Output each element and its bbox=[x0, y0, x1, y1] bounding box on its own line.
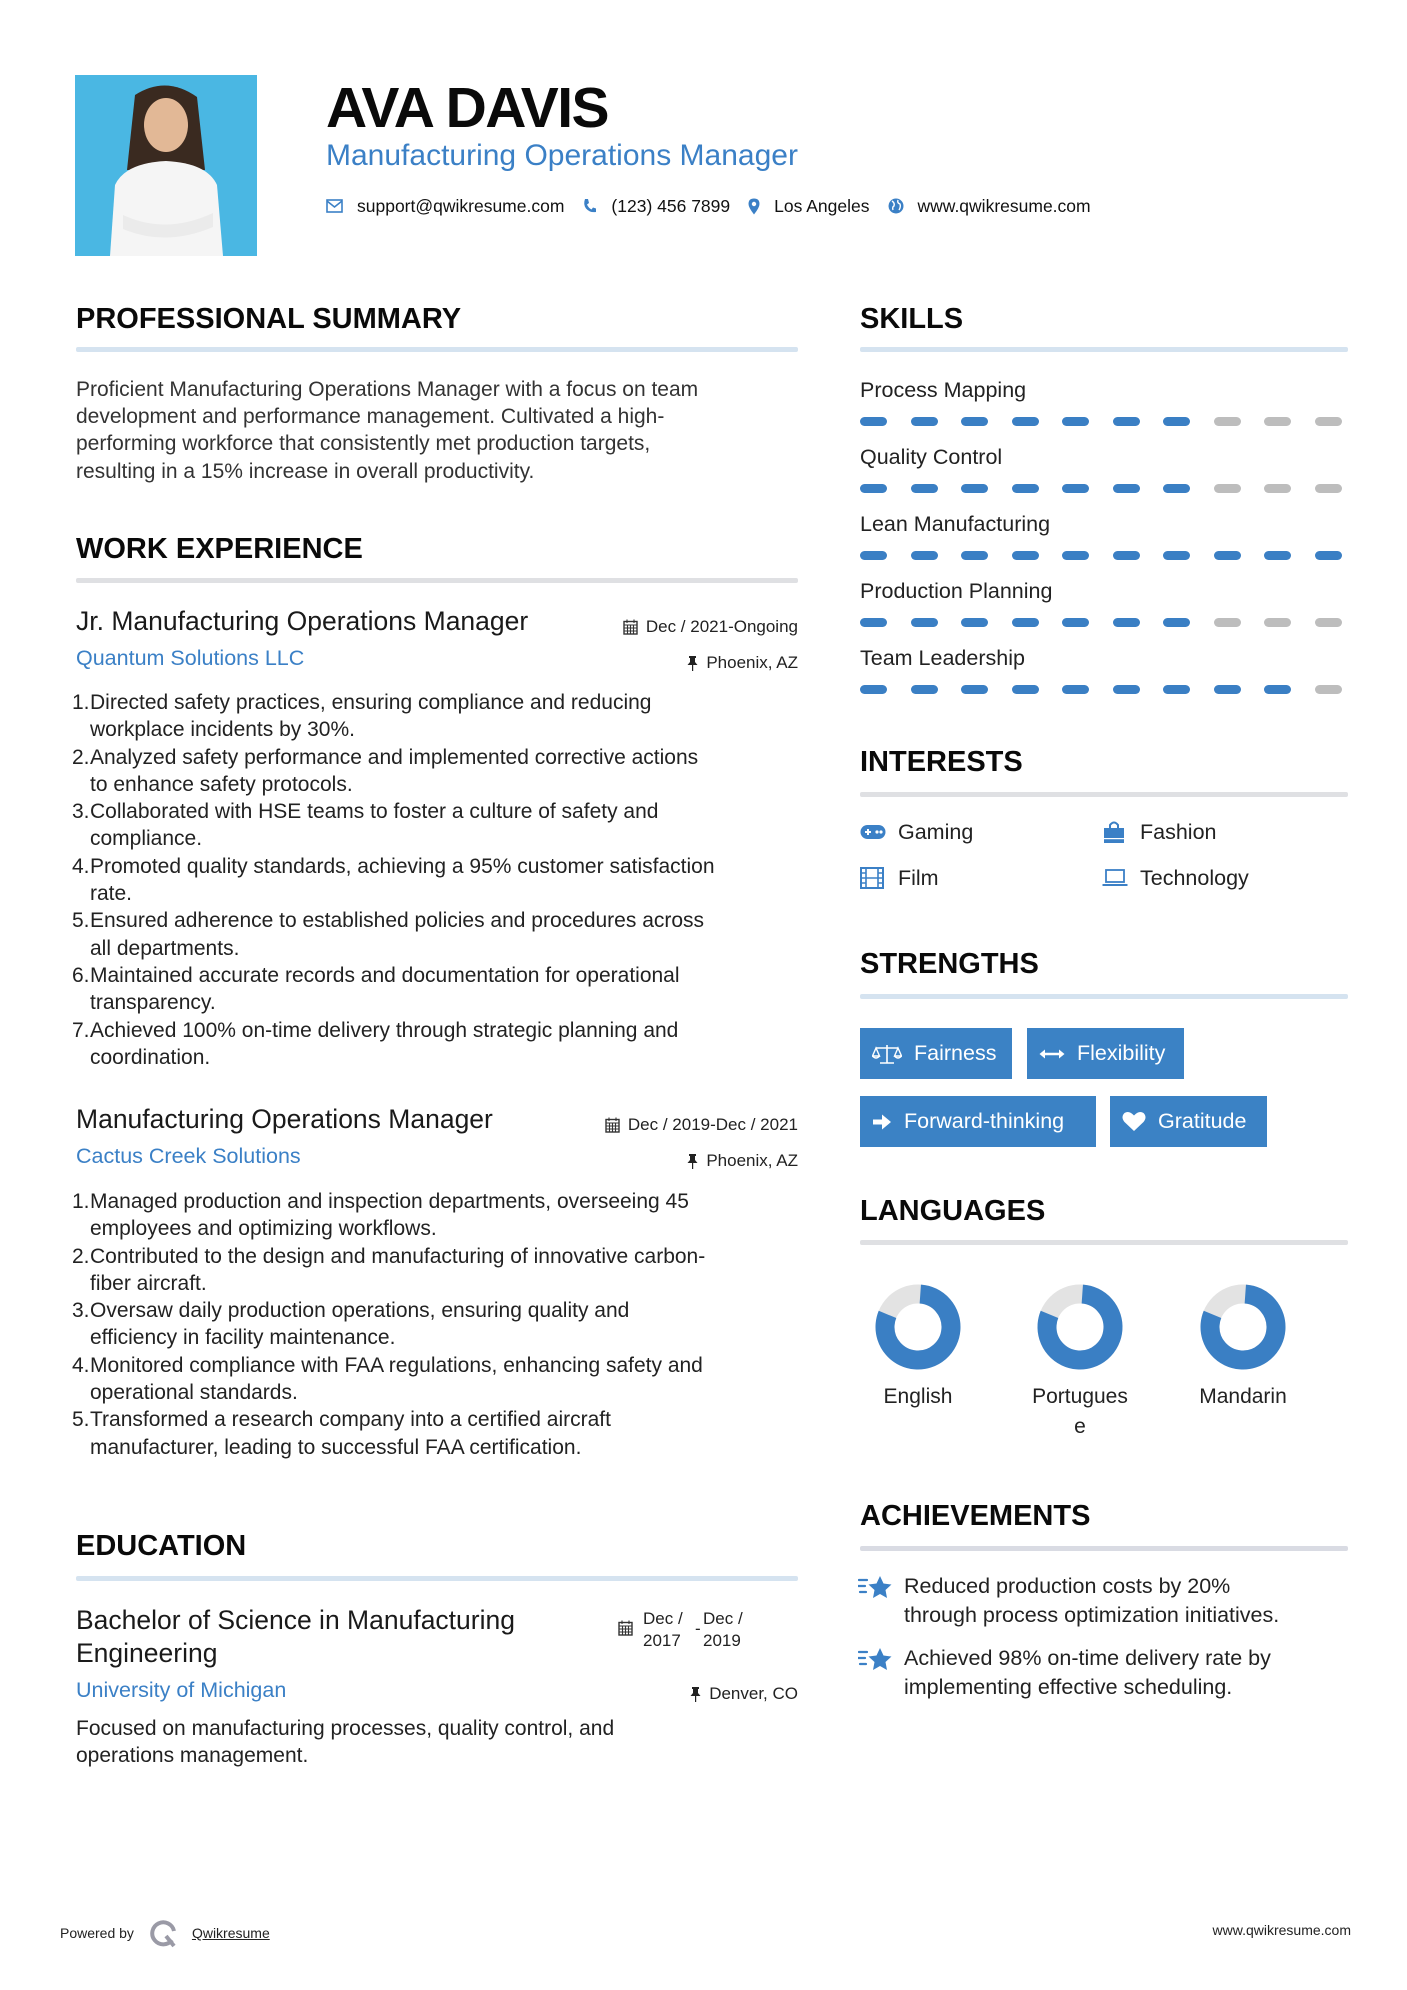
skill-segment bbox=[1113, 685, 1140, 694]
education-description: Focused on manufacturing processes, quality control, and operations management. bbox=[76, 1717, 615, 1768]
achievement-text: Reduced production costs by 20% through process optimization initiatives. bbox=[904, 1574, 1280, 1627]
skill-segment bbox=[1214, 484, 1241, 493]
skill-segment bbox=[1264, 685, 1291, 694]
degree-line: Bachelor of Science in Manufacturing bbox=[76, 1605, 515, 1635]
arrows-horizontal-icon bbox=[1039, 1048, 1065, 1060]
summary-line: resulting in a 15% increase in overall productivity. bbox=[76, 459, 535, 483]
education-start-date: Dec / 2017 bbox=[643, 1609, 683, 1650]
bullet-item: 4. Promoted quality standards, achieving a 95% customer satisfaction rate. bbox=[72, 854, 715, 906]
skill-segment bbox=[1214, 417, 1241, 426]
strengths-heading: STRENGTHS bbox=[860, 948, 1039, 980]
laptop-icon bbox=[1102, 869, 1128, 887]
powered-by-label: Powered by bbox=[60, 1925, 134, 1941]
balance-scale-icon bbox=[872, 1043, 902, 1065]
skill-segment bbox=[911, 551, 938, 560]
skill-segment bbox=[1113, 484, 1140, 493]
interest-label: Gaming bbox=[898, 820, 974, 844]
skill-segment bbox=[1012, 685, 1039, 694]
skill-segment bbox=[911, 417, 938, 426]
skill-level-bar bbox=[860, 685, 1342, 694]
achievement-text: Achieved 98% on-time delivery rate by implementing effective scheduling. bbox=[904, 1646, 1271, 1699]
languages-divider bbox=[860, 1240, 1348, 1245]
skill-segment bbox=[961, 618, 988, 627]
skill-segment bbox=[860, 618, 887, 627]
footer-url[interactable]: www.qwikresume.com bbox=[1212, 1922, 1351, 1938]
education-heading: EDUCATION bbox=[76, 1530, 247, 1562]
job-date bbox=[623, 616, 798, 638]
education-end-date: Dec / 2019 bbox=[703, 1609, 743, 1650]
skill-segment bbox=[1264, 618, 1291, 627]
skill-segment bbox=[1012, 484, 1039, 493]
job-bullets bbox=[72, 1188, 812, 1461]
qwikresume-link[interactable]: Qwikresume bbox=[191, 1925, 270, 1941]
job-date-text: Dec / 2021-Ongoing bbox=[645, 617, 798, 636]
thumbtack-icon bbox=[687, 655, 698, 671]
company-name: Cactus Creek Solutions bbox=[76, 1144, 301, 1168]
degree-line: Engineering bbox=[76, 1638, 218, 1668]
skill-segment bbox=[860, 417, 887, 426]
skills-list bbox=[860, 377, 1342, 712]
strength-badge-forward-thinking bbox=[860, 1096, 1096, 1147]
strength-label: Flexibility bbox=[1077, 1041, 1166, 1065]
achievements-divider bbox=[860, 1546, 1348, 1551]
bullet-item: 1. Managed production and inspection departments, overseeing 45 employees and optimizing workflows. bbox=[72, 1190, 689, 1241]
skill-name: Quality Control bbox=[860, 445, 1003, 469]
skill-segment bbox=[1113, 618, 1140, 627]
bullet-item: 3. Collaborated with HSE teams to foster a culture of safety and compliance. bbox=[72, 800, 659, 851]
skill-segment bbox=[1264, 551, 1291, 560]
skill-segment bbox=[1062, 618, 1089, 627]
language-label: Mandarin bbox=[1199, 1385, 1287, 1408]
heart-icon bbox=[1122, 1111, 1146, 1132]
skill-segment bbox=[1214, 685, 1241, 694]
skill-segment bbox=[1163, 484, 1190, 493]
languages-heading: LANGUAGES bbox=[860, 1195, 1046, 1227]
skill-segment bbox=[1062, 417, 1089, 426]
skill-name: Production Planning bbox=[860, 579, 1053, 603]
skill-segment bbox=[1315, 551, 1342, 560]
person-photo-icon bbox=[75, 75, 257, 256]
envelope-icon bbox=[326, 199, 343, 213]
skill-segment bbox=[911, 484, 938, 493]
job-bullets bbox=[72, 689, 812, 1071]
contact-email[interactable]: support@qwikresume.com bbox=[357, 195, 565, 216]
candidate-job-title: Manufacturing Operations Manager bbox=[326, 139, 798, 172]
skill-segment bbox=[1315, 417, 1342, 426]
job-date bbox=[605, 1114, 798, 1136]
calendar-icon bbox=[605, 1117, 620, 1133]
interest-item-film bbox=[860, 864, 939, 892]
skill-segment bbox=[1315, 484, 1342, 493]
profile-photo bbox=[75, 75, 257, 256]
skill-segment bbox=[961, 417, 988, 426]
skill-item bbox=[860, 511, 1342, 578]
film-icon bbox=[860, 867, 886, 889]
language-proficiency-donut bbox=[1200, 1284, 1286, 1370]
calendar-icon bbox=[618, 1620, 633, 1636]
bullet-item: 2. Contributed to the design and manufacturing of innovative carbon- fiber aircraft. bbox=[72, 1244, 706, 1295]
job-title: Jr. Manufacturing Operations Manager bbox=[76, 606, 529, 636]
skill-item bbox=[860, 444, 1342, 511]
skill-segment bbox=[860, 484, 887, 493]
skill-item bbox=[860, 645, 1342, 712]
skill-segment bbox=[1163, 551, 1190, 560]
interests-divider bbox=[860, 792, 1348, 797]
skill-segment bbox=[1163, 618, 1190, 627]
skill-level-bar bbox=[860, 417, 1342, 426]
skills-heading: SKILLS bbox=[860, 303, 964, 335]
achievement-item bbox=[858, 1572, 1279, 1629]
shooting-star-icon bbox=[858, 1572, 894, 1629]
education-location bbox=[690, 1683, 798, 1705]
interest-item-gaming bbox=[860, 818, 973, 846]
summary-line: development and performance management. Cultivated a high- bbox=[76, 405, 665, 429]
strength-label: Fairness bbox=[914, 1041, 997, 1065]
skill-segment bbox=[1264, 417, 1291, 426]
skill-segment bbox=[1012, 417, 1039, 426]
skill-segment bbox=[911, 618, 938, 627]
language-item-english bbox=[848, 1284, 988, 1412]
skill-segment bbox=[1062, 551, 1089, 560]
summary-line: Proficient Manufacturing Operations Manager with a focus on team bbox=[76, 378, 699, 401]
map-pin-icon bbox=[748, 198, 760, 215]
achievements-heading: ACHIEVEMENTS bbox=[860, 1500, 1091, 1532]
job-location-text: Phoenix, AZ bbox=[706, 653, 798, 672]
skill-segment bbox=[1012, 618, 1039, 627]
language-item-mandarin bbox=[1173, 1284, 1313, 1412]
degree-title bbox=[76, 1604, 515, 1670]
skill-segment bbox=[1163, 417, 1190, 426]
thumbtack-icon bbox=[687, 1153, 698, 1169]
skill-segment bbox=[1062, 685, 1089, 694]
skill-segment bbox=[911, 685, 938, 694]
education-divider bbox=[76, 1576, 798, 1581]
strength-badge-flexibility bbox=[1027, 1028, 1184, 1079]
skill-segment bbox=[1113, 551, 1140, 560]
skill-segment bbox=[860, 685, 887, 694]
education-location-text: Denver, CO bbox=[709, 1684, 798, 1703]
skill-segment bbox=[1113, 417, 1140, 426]
qwikresume-logo-icon bbox=[150, 1918, 178, 1948]
phone-icon bbox=[582, 198, 597, 214]
contact-website[interactable]: www.qwikresume.com bbox=[917, 195, 1091, 216]
skill-segment bbox=[1062, 484, 1089, 493]
skill-segment bbox=[860, 551, 887, 560]
strength-label: Forward-thinking bbox=[904, 1109, 1065, 1133]
job-title: Manufacturing Operations Manager bbox=[76, 1104, 493, 1134]
strength-badge-fairness bbox=[860, 1028, 1012, 1079]
strength-label: Gratitude bbox=[1158, 1109, 1247, 1133]
bullet-item: 7. Achieved 100% on-time delivery through strategic planning and coordination. bbox=[72, 1018, 679, 1069]
summary-heading: PROFESSIONAL SUMMARY bbox=[76, 303, 462, 335]
language-item-portuguese bbox=[1010, 1284, 1150, 1442]
skills-divider bbox=[860, 347, 1348, 352]
thumbtack-icon bbox=[690, 1686, 701, 1702]
skill-segment bbox=[961, 685, 988, 694]
bullet-item: 5. Transformed a research company into a certified aircraft manufacturer, leading to successful FAA certification. bbox=[72, 1408, 611, 1459]
calendar-icon bbox=[623, 619, 638, 635]
strength-badge-gratitude bbox=[1110, 1096, 1267, 1147]
summary-divider bbox=[76, 347, 798, 352]
bullet-item: 5. Ensured adherence to established policies and procedures across all departments. bbox=[72, 909, 705, 960]
bullet-item: 3. Oversaw daily production operations, ensuring quality and efficiency in facility maintenance. bbox=[72, 1299, 630, 1350]
strengths-divider bbox=[860, 994, 1348, 999]
school-name: University of Michigan bbox=[76, 1678, 287, 1702]
contact-phone[interactable]: (123) 456 7899 bbox=[611, 195, 731, 216]
job-location bbox=[687, 1150, 798, 1172]
education-date bbox=[618, 1608, 755, 1652]
bullet-item: 4. Monitored compliance with FAA regulations, enhancing safety and operational standards. bbox=[72, 1353, 703, 1405]
skill-item bbox=[860, 578, 1342, 645]
skill-name: Team Leadership bbox=[860, 646, 1025, 670]
contact-row bbox=[326, 193, 1109, 219]
skill-segment bbox=[961, 551, 988, 560]
interest-label: Fashion bbox=[1140, 820, 1217, 844]
language-proficiency-donut bbox=[875, 1284, 961, 1370]
skill-segment bbox=[1214, 551, 1241, 560]
experience-heading: WORK EXPERIENCE bbox=[76, 533, 363, 565]
skill-item bbox=[860, 377, 1342, 444]
skill-segment bbox=[1214, 618, 1241, 627]
summary-line: performing workforce that consistently met production targets, bbox=[76, 432, 651, 456]
job-date-text: Dec / 2019-Dec / 2021 bbox=[627, 1115, 798, 1134]
interests-heading: INTERESTS bbox=[860, 746, 1023, 778]
skill-segment bbox=[1315, 685, 1342, 694]
candidate-name: AVA DAVIS bbox=[326, 76, 609, 140]
shopping-bag-icon bbox=[1102, 820, 1128, 844]
skill-level-bar bbox=[860, 618, 1342, 627]
interest-label: Technology bbox=[1140, 866, 1249, 890]
job-location-text: Phoenix, AZ bbox=[706, 1151, 798, 1170]
skill-segment bbox=[961, 484, 988, 493]
skill-segment bbox=[1012, 551, 1039, 560]
skill-segment bbox=[1315, 618, 1342, 627]
experience-divider bbox=[76, 578, 798, 583]
language-label: Portugues e bbox=[1032, 1385, 1128, 1438]
skill-level-bar bbox=[860, 551, 1342, 560]
gamepad-icon bbox=[860, 824, 886, 840]
skill-name: Lean Manufacturing bbox=[860, 512, 1051, 536]
bullet-item: 2. Analyzed safety performance and implemented corrective actions to enhance safety protocols. bbox=[72, 745, 699, 796]
achievement-item bbox=[858, 1644, 1271, 1701]
company-name: Quantum Solutions LLC bbox=[76, 646, 305, 670]
date-separator: - bbox=[695, 1619, 701, 1638]
globe-icon bbox=[888, 198, 904, 214]
shooting-star-icon bbox=[858, 1644, 894, 1701]
skill-segment bbox=[1163, 685, 1190, 694]
bullet-item: 1. Directed safety practices, ensuring compliance and reducing workplace incidents by 30%. bbox=[72, 691, 652, 742]
interest-label: Film bbox=[898, 866, 939, 890]
interest-item-technology bbox=[1102, 864, 1249, 892]
language-proficiency-donut bbox=[1037, 1284, 1123, 1370]
arrow-right-icon bbox=[872, 1113, 892, 1131]
skill-level-bar bbox=[860, 484, 1342, 493]
skill-name: Process Mapping bbox=[860, 378, 1027, 402]
interest-item-fashion bbox=[1102, 818, 1217, 846]
footer-powered-by bbox=[60, 1918, 270, 1948]
skill-segment bbox=[1264, 484, 1291, 493]
summary-text bbox=[76, 376, 816, 485]
job-location bbox=[687, 652, 798, 674]
language-label: English bbox=[883, 1385, 953, 1408]
contact-location: Los Angeles bbox=[774, 195, 870, 216]
bullet-item: 6. Maintained accurate records and documentation for operational transparency. bbox=[72, 963, 680, 1015]
